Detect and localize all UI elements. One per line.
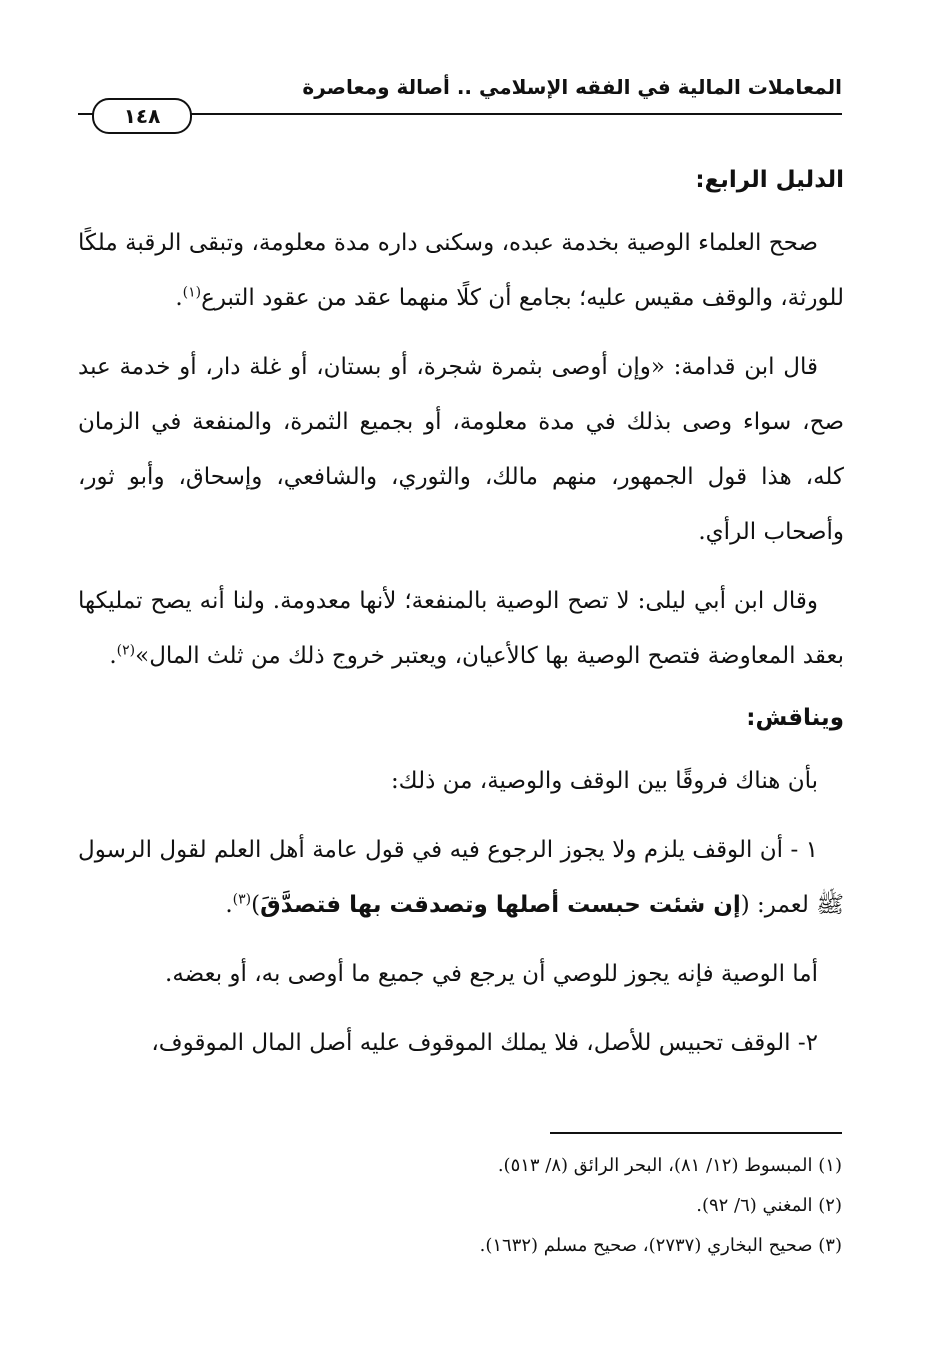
paragraph-3-end: . bbox=[109, 643, 117, 669]
footnote-rule bbox=[550, 1132, 842, 1134]
section-heading: الدليل الرابع: bbox=[695, 167, 844, 193]
paragraph-6 bbox=[78, 947, 844, 1002]
paragraph-4 bbox=[78, 754, 844, 809]
footnote-ref-3: (٣) bbox=[232, 891, 252, 908]
page-number: ١٤٨ bbox=[92, 98, 192, 134]
paragraph-5-text: ١ - أن الوقف يلزم ولا يجوز الرجوع فيه في قول عامة أهل العلم لقول الرسول ﷺ لعمر: ( bbox=[78, 837, 844, 918]
book-title: المعاملات المالية في الفقه الإسلامي .. أصالة ومعاصرة bbox=[302, 75, 842, 99]
paragraph-5-close: ) bbox=[251, 892, 261, 918]
paragraph-2 bbox=[78, 340, 844, 560]
hadith-quote: إن شئت حبست أصلها وتصدقت بها فتصدَّقَ bbox=[260, 892, 741, 918]
paragraph-1-end: . bbox=[175, 285, 183, 311]
footnote-2: (٢) المغني (٦/ ٩٢). bbox=[696, 1195, 842, 1216]
header-rule bbox=[78, 113, 842, 115]
footnote-ref-1: (١) bbox=[182, 284, 202, 301]
paragraph-1 bbox=[78, 216, 844, 326]
paragraph-7 bbox=[78, 1016, 844, 1071]
paragraph-7-text: ٢- الوقف تحبيس للأصل، فلا يملك الموقوف عليه أصل المال الموقوف، bbox=[151, 1030, 818, 1056]
paragraph-3 bbox=[78, 574, 844, 684]
paragraph-3-text: وقال ابن أبي ليلى: لا تصح الوصية بالمنفعة؛ لأنها معدومة. ولنا أنه يصح تمليكها بعقد المعاوضة فتصح الوصية بها كالأعيان، ويعتبر خروج ذلك من ثلث المال» bbox=[78, 588, 844, 669]
paragraph-1-text: صحح العلماء الوصية بخدمة عبده، وسكنى داره مدة معلومة، وتبقى الرقبة ملكًا للورثة، والوقف مقيس عليه؛ بجامع أن كلًا منهما عقد من عقود التبرع bbox=[78, 230, 844, 311]
footnotes bbox=[142, 1146, 842, 1266]
running-header bbox=[78, 70, 842, 106]
footnote-ref-2: (٢) bbox=[116, 642, 136, 659]
paragraph-6-text: أما الوصية فإنه يجوز للوصي أن يرجع في جميع ما أوصى به، أو بعضه. bbox=[165, 961, 818, 987]
discussion-heading: ويناقش: bbox=[746, 705, 844, 731]
paragraph-5 bbox=[78, 823, 844, 933]
paragraph-2-text: قال ابن قدامة: «وإن أوصى بثمرة شجرة، أو بستان، أو غلة دار، أو خدمة عبد صح، سواء وصى بذلك في مدة معلومة، أو بجميع الثمرة، والمنفعة في الزمان كله، هذا قول الجمهور، منهم مالك، والثوري، والشافعي، وإسحاق، وأبو ثور، وأصحاب الرأي. bbox=[78, 354, 844, 545]
main-text bbox=[78, 160, 844, 1085]
paragraph-5-end: . bbox=[225, 892, 233, 918]
paragraph-4-text: بأن هناك فروقًا بين الوقف والوصية، من ذلك: bbox=[390, 768, 818, 794]
footnote-3: (٣) صحيح البخاري (٢٧٣٧)، صحيح مسلم (١٦٣٢). bbox=[479, 1235, 842, 1256]
footnote-1: (١) المبسوط (١٢/ ٨١)، البحر الرائق (٨/ ٥١٣). bbox=[497, 1155, 842, 1176]
